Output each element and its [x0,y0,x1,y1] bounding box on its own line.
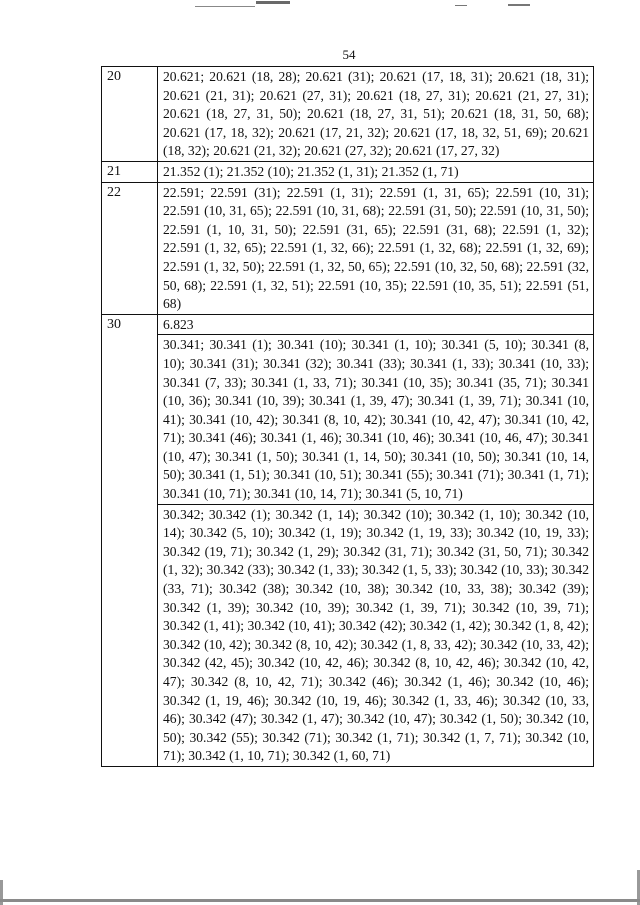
scan-artifact-top [0,0,640,10]
row-code: 30 [102,314,158,766]
table-row [102,161,594,182]
table-row [102,182,594,314]
row-code: 20 [102,67,158,162]
row-codes-text: 22.591; 22.591 (31); 22.591 (1, 31); 22.591 (1, 31, 65); 22.591 (10, 31); 22.591 (10, 31, 65); 22.591 (10, 31, 68); 22.591 (31, 50); 22.591 (10, 31, 50); 22.591 (1, 10, 31, 50); 22.591 (31, 65); 22.591 (31, 68); 22.591 (1, 32); 22.591 (1, 32, 65); 22.591 (1, 32, 66); 22.591 (1, 32, 68); 22.591 (1, 32, 69); 22.591 (1, 32, 50); 22.591 (1, 32, 50, 65); 22.591 (10, 32, 50, 68); 22.591 (32, 50, 68); 22.591 (1, 32, 51); 22.591 (10, 35); 22.591 (10, 35, 51); 22.591 (51, 68) [158,182,594,314]
codes-table [101,66,594,767]
row-codes-text: 30.341; 30.341 (1); 30.341 (10); 30.341 (1, 10); 30.341 (5, 10); 30.341 (8, 10); 30.341 (31); 30.341 (32); 30.341 (33); 30.341 (1, 33); 30.341 (10, 33); 30.341 (7, 33); 30.341 (1, 33, 71); 30.341 (10, 35); 30.341 (35, 71); 30.341 (10, 36); 30.341 (10, 39); 30.341 (1, 39, 47); 30.341 (1, 39, 71); 30.341 (10, 41); 30.341 (10, 42); 30.341 (8, 10, 42); 30.341 (10, 42, 47); 30.341 (10, 42, 71); 30.341 (46); 30.341 (1, 46); 30.341 (10, 46); 30.341 (10, 46, 47); 30.341 (10, 47); 30.341 (1, 50); 30.341 (1, 14, 50); 30.341 (10, 50); 30.341 (10, 14, 50); 30.341 (1, 51); 30.341 (10, 51); 30.341 (55); 30.341 (71); 30.341 (1, 71); 30.341 (10, 71); 30.341 (10, 14, 71); 30.341 (5, 10, 71) [158,335,594,504]
row-codes-text: 21.352 (1); 21.352 (10); 21.352 (1, 31); 21.352 (1, 71) [158,161,594,182]
scan-artifact-bottom [0,899,640,902]
row-code: 22 [102,182,158,314]
table-row [102,314,594,335]
page-number: 54 [342,47,356,62]
row-code: 21 [102,161,158,182]
row-codes-text: 20.621; 20.621 (18, 28); 20.621 (31); 20.621 (17, 18, 31); 20.621 (18, 31); 20.621 (21, 31); 20.621 (27, 31); 20.621 (18, 27, 31); 20.621 (21, 27, 31); 20.621 (18, 27, 31, 50); 20.621 (18, 27, 31, 51); 20.621 (18, 31, 50, 68); 20.621 (17, 18, 32); 20.621 (17, 21, 32); 20.621 (17, 18, 32, 51, 69); 20.621 (18, 32); 20.621 (21, 32); 20.621 (27, 32); 20.621 (17, 27, 32) [158,67,594,162]
row-codes-text: 30.342; 30.342 (1); 30.342 (1, 14); 30.342 (10); 30.342 (1, 10); 30.342 (10, 14); 30.342 (5, 10); 30.342 (1, 19); 30.342 (1, 19, 33); 30.342 (10, 19, 33); 30.342 (19, 71); 30.342 (1, 29); 30.342 (31, 71); 30.342 (31, 50, 71); 30.342 (1, 32); 30.342 (33); 30.342 (1, 33); 30.342 (1, 5, 33); 30.342 (10, 33); 30.342 (33, 71); 30.342 (38); 30.342 (10, 38); 30.342 (10, 33, 38); 30.342 (39); 30.342 (1, 39); 30.342 (10, 39); 30.342 (1, 39, 71); 30.342 (10, 39, 71); 30.342 (1, 41); 30.342 (10, 41); 30.342 (42); 30.342 (1, 42); 30.342 (1, 8, 42); 30.342 (10, 42); 30.342 (8, 10, 42); 30.342 (1, 8, 33, 42); 30.342 (10, 33, 42); 30.342 (42, 45); 30.342 (10, 42, 46); 30.342 (8, 10, 42, 46); 30.342 (10, 42, 47); 30.342 (8, 10, 42, 71); 30.342 (46); 30.342 (1, 46); 30.342 (10, 46); 30.342 (1, 19, 46); 30.342 (10, 19, 46); 30.342 (1, 33, 46); 30.342 (10, 33, 46); 30.342 (47); 30.342 (1, 47); 30.342 (10, 47); 30.342 (1, 50); 30.342 (10, 50); 30.342 (55); 30.342 (71); 30.342 (1, 71); 30.342 (1, 7, 71); 30.342 (10, 71); 30.342 (1, 10, 71); 30.342 (1, 60, 71) [158,504,594,766]
table-row [102,67,594,162]
table-row [102,335,594,504]
row-codes-text: 6.823 [158,314,594,335]
table-row [102,504,594,766]
